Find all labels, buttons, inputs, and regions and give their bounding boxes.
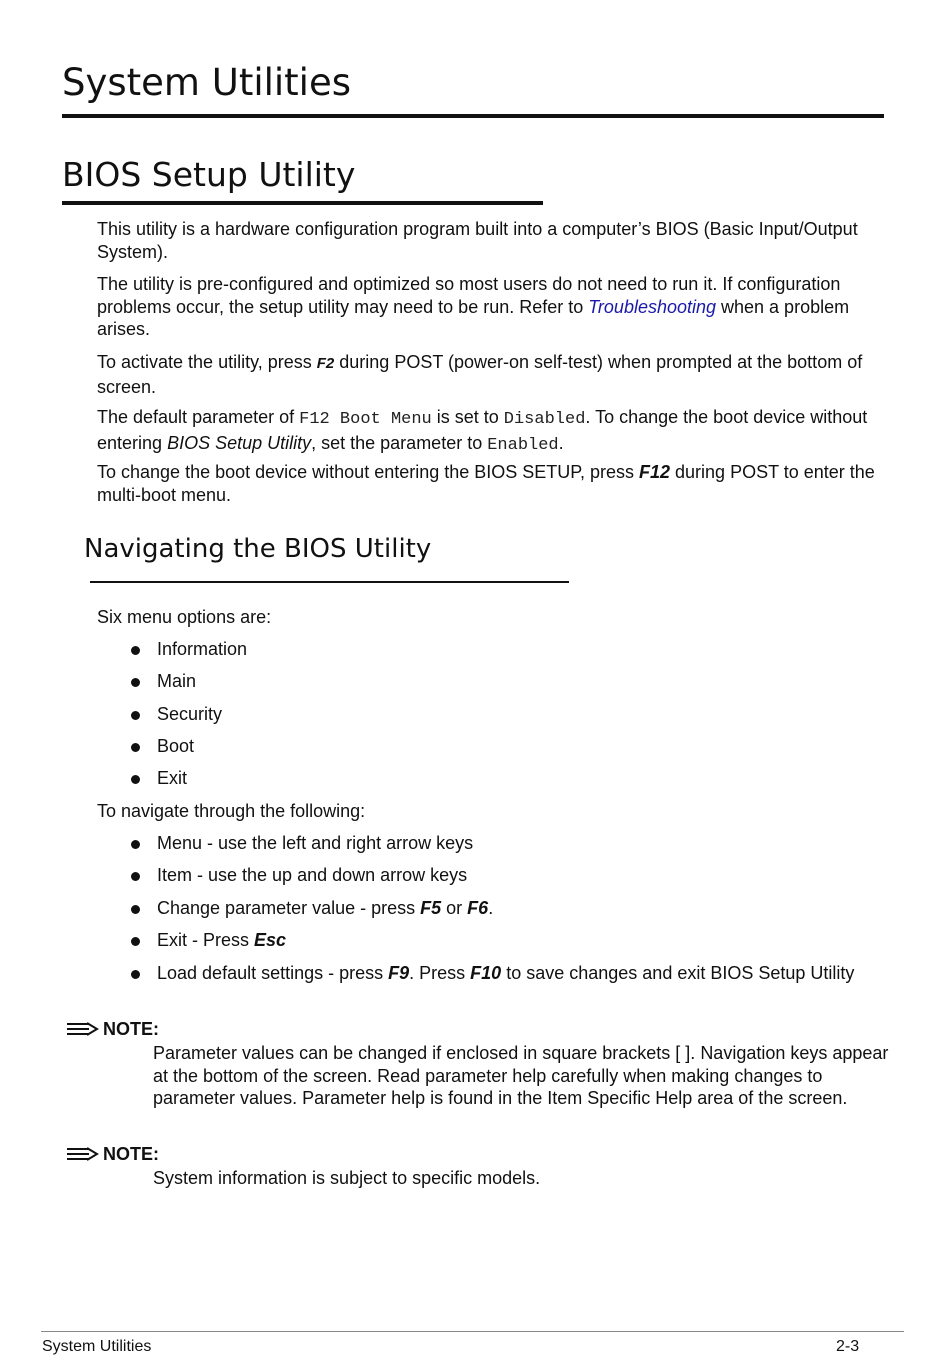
list-item-text-part: Change parameter value - press — [157, 898, 421, 918]
note-text: System information is subject to specific models. — [153, 1168, 541, 1188]
bullet-dot-icon — [131, 872, 140, 881]
intro-paragraph-3 — [97, 351, 887, 398]
list-item-text: Information — [157, 639, 248, 659]
bullet-dot-icon — [131, 937, 140, 946]
chapter-title-rule — [62, 114, 884, 118]
list-item-text-part: to save changes and exit BIOS Setup Utility — [501, 963, 855, 983]
troubleshooting-link[interactable]: Troubleshooting — [588, 296, 717, 317]
paragraph-text: To activate the utility, press — [97, 352, 317, 372]
list-item-text-part: Load default settings - press — [157, 963, 389, 983]
note-label: NOTE: — [103, 1144, 159, 1164]
paragraph-text: when a problem arises. — [97, 296, 850, 339]
code-disabled: Disabled — [503, 410, 586, 429]
bullet-dot-icon — [131, 905, 140, 914]
list-item-text: Main — [157, 671, 197, 691]
key-f10: F10 — [470, 963, 502, 983]
bullet-dot-icon — [131, 678, 140, 687]
intro-paragraph-1: This utility is a hardware configuration program built into a computer’s BIOS (Basic Input/Output System). — [97, 219, 858, 262]
paragraph-text: , set the parameter to — [311, 432, 488, 453]
list-item-text-part: . Press — [409, 963, 471, 983]
bullet-dot-icon — [131, 970, 140, 979]
chapter-title: System Utilities — [62, 61, 351, 104]
key-f12: F12 — [639, 462, 671, 482]
note-pencil-icon — [67, 1147, 99, 1161]
navigation-intro: To navigate through the following: — [97, 801, 366, 821]
menu-options-intro: Six menu options are: — [97, 607, 272, 627]
bullet-dot-icon — [131, 711, 140, 720]
subsection-title: Navigating the BIOS Utility — [84, 534, 432, 564]
note-pencil-icon — [67, 1022, 99, 1036]
list-item-text — [157, 962, 877, 985]
list-item-text: Boot — [157, 736, 195, 756]
key-f9: F9 — [388, 963, 410, 983]
code-enabled: Enabled — [487, 435, 559, 455]
list-item-text: Security — [157, 704, 223, 724]
paragraph-text: during POST (power-on self-test) when prompted at the bottom of screen. — [97, 352, 863, 397]
list-item-text: Exit — [157, 768, 188, 788]
code-f12-boot-menu: F12 Boot Menu — [299, 410, 432, 429]
paragraph-text: The utility is pre-configured and optimized so most users do not need to run it. If configuration problems occur, the setup utility may need to be run. Refer to — [97, 274, 841, 317]
list-item-text: Menu - use the left and right arrow keys — [157, 833, 474, 853]
intro-paragraph-2 — [97, 273, 887, 341]
bullet-dot-icon — [131, 840, 140, 849]
footer-chapter-name: System Utilities — [42, 1338, 152, 1355]
note-label: NOTE: — [103, 1019, 159, 1039]
subsection-title-rule — [90, 581, 569, 583]
section-title: BIOS Setup Utility — [62, 155, 356, 194]
intro-paragraph-4 — [97, 406, 887, 457]
paragraph-text: is set to — [431, 407, 504, 427]
key-f5: F5 — [420, 898, 442, 918]
key-esc: Esc — [254, 930, 287, 950]
paragraph-text: during POST to enter the multi-boot menu. — [97, 462, 875, 505]
section-title-rule — [62, 201, 543, 205]
key-f2: F2 — [316, 355, 335, 372]
list-item-text-part: . — [488, 898, 494, 918]
note-text: Parameter values can be changed if enclosed in square brackets [ ]. Navigation keys appear at the bottom of the screen. Read parameter help carefully when making changes to parameter values. Parameter help is found in the Item Specific Help area of the screen. — [153, 1043, 889, 1108]
bullet-dot-icon — [131, 743, 140, 752]
key-f6: F6 — [467, 898, 489, 918]
bios-setup-utility-emphasis: BIOS Setup Utility — [167, 432, 312, 453]
intro-paragraph-5 — [97, 461, 887, 506]
list-item-text-part: Exit - Press — [157, 930, 255, 950]
list-item-text — [157, 929, 877, 952]
bullet-dot-icon — [131, 775, 140, 784]
list-item-text-part: or — [441, 898, 468, 918]
list-item-text — [157, 897, 877, 920]
paragraph-text: . To change the boot device without entering — [97, 407, 868, 453]
list-item-text: Item - use the up and down arrow keys — [157, 865, 468, 885]
paragraph-text: The default parameter of — [97, 407, 300, 427]
paragraph-text: . — [558, 432, 564, 453]
bullet-dot-icon — [131, 646, 140, 655]
footer-rule — [41, 1331, 904, 1332]
footer-page-number: 2-3 — [836, 1338, 860, 1355]
paragraph-text: To change the boot device without entering the BIOS SETUP, press — [97, 462, 639, 482]
